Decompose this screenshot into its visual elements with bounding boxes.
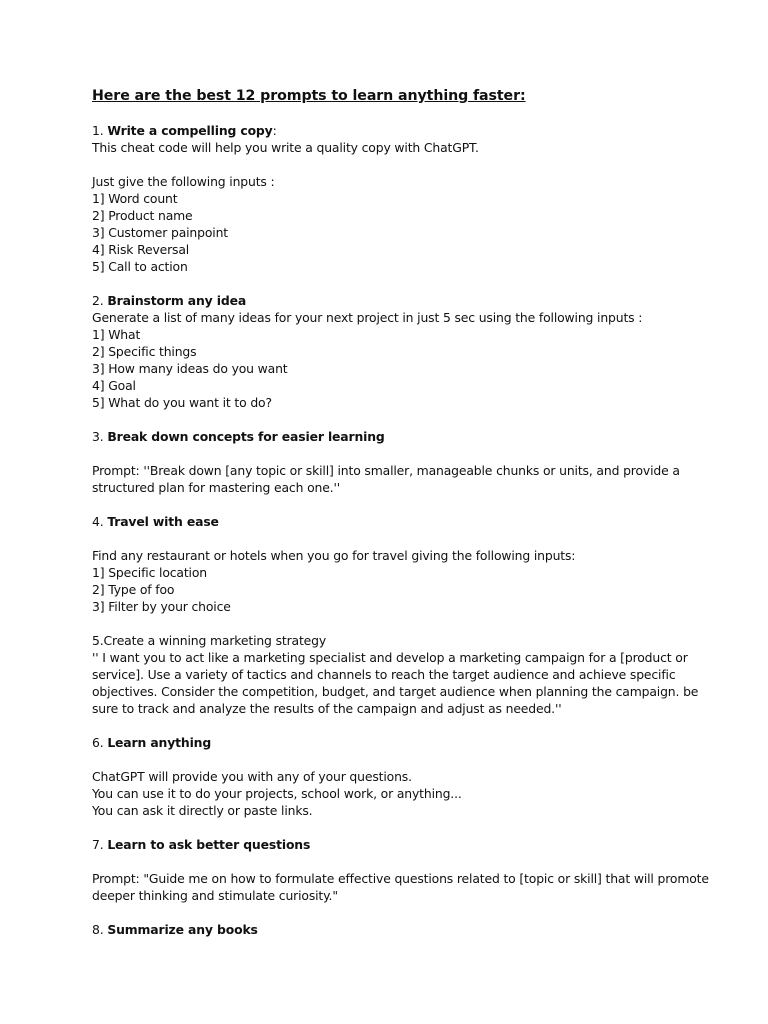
body-line: You can use it to do your projects, school work, or anything...	[92, 786, 462, 801]
section-2-heading	[92, 292, 712, 309]
list-item: 1] What	[92, 327, 141, 342]
section-number: 1.	[92, 123, 108, 138]
list-item: 4] Risk Reversal	[92, 242, 190, 257]
list-item: 4] Goal	[92, 378, 136, 393]
section-heading-text: Write a compelling copy	[107, 123, 273, 138]
list-item: 5] Call to action	[92, 259, 188, 274]
section-7-heading	[92, 836, 712, 853]
section-heading-text: Learn anything	[107, 735, 212, 750]
section-2	[92, 292, 712, 411]
section-5	[92, 632, 712, 717]
list-item: 2] Specific things	[92, 344, 197, 359]
list-item: 2] Type of foo	[92, 582, 175, 597]
section-intro: This cheat code will help you write a quality copy with ChatGPT.	[92, 140, 479, 155]
section-3	[92, 428, 712, 496]
document-title: Here are the best 12 prompts to learn anything faster:	[92, 88, 526, 104]
inputs-label: Just give the following inputs :	[92, 174, 275, 189]
section-1-heading	[92, 122, 712, 139]
list-item: 1] Specific location	[92, 565, 207, 580]
section-prompt: Prompt: "Guide me on how to formulate effective questions related to [topic or skill] that will promote deeper thinking and stimulate curiosity."	[92, 871, 709, 903]
heading-suffix: :	[272, 123, 277, 138]
section-prompt: Prompt: ''Break down [any topic or skill] into smaller, manageable chunks or units, and provide a structured plan for mastering each one.''	[92, 463, 680, 495]
list-item: 2] Product name	[92, 208, 193, 223]
list-item: 3] Filter by your choice	[92, 599, 231, 614]
section-1	[92, 122, 712, 275]
list-item: 3] How many ideas do you want	[92, 361, 288, 376]
list-item: 1] Word count	[92, 191, 178, 206]
section-4	[92, 513, 712, 615]
section-5-heading: 5.Create a winning marketing strategy	[92, 633, 327, 648]
list-item: 5] What do you want it to do?	[92, 395, 272, 410]
section-4-heading	[92, 513, 712, 530]
section-3-heading	[92, 428, 712, 445]
section-number: 3.	[92, 429, 108, 444]
section-heading-text: Summarize any books	[107, 922, 258, 937]
section-heading-text: Brainstorm any idea	[107, 293, 247, 308]
section-8	[92, 921, 712, 938]
section-heading-text: Travel with ease	[107, 514, 219, 529]
section-number: 4.	[92, 514, 108, 529]
document-page	[92, 86, 712, 938]
section-6	[92, 734, 712, 819]
list-item: 3] Customer painpoint	[92, 225, 228, 240]
section-intro: Generate a list of many ideas for your next project in just 5 sec using the following inputs :	[92, 310, 643, 325]
section-number: 7.	[92, 837, 108, 852]
body-line: You can ask it directly or paste links.	[92, 803, 313, 818]
section-number: 6.	[92, 735, 108, 750]
section-heading-text: Break down concepts for easier learning	[107, 429, 385, 444]
section-8-heading	[92, 921, 712, 938]
section-heading-text: Learn to ask better questions	[107, 837, 311, 852]
section-intro: Find any restaurant or hotels when you go for travel giving the following inputs:	[92, 548, 576, 563]
section-prompt: '' I want you to act like a marketing specialist and develop a marketing campaign for a [product or service]. Use a variety of tactics and channels to reach the target audience and achieve specific objectives. Consider the competition, budget, and target audience when planning the campaign. be sure to track and analyze the results of the campaign and adjust as needed.''	[92, 650, 699, 716]
body-line: ChatGPT will provide you with any of your questions.	[92, 769, 412, 784]
section-6-heading	[92, 734, 712, 751]
section-number: 2.	[92, 293, 108, 308]
section-7	[92, 836, 712, 904]
section-number: 8.	[92, 922, 108, 937]
